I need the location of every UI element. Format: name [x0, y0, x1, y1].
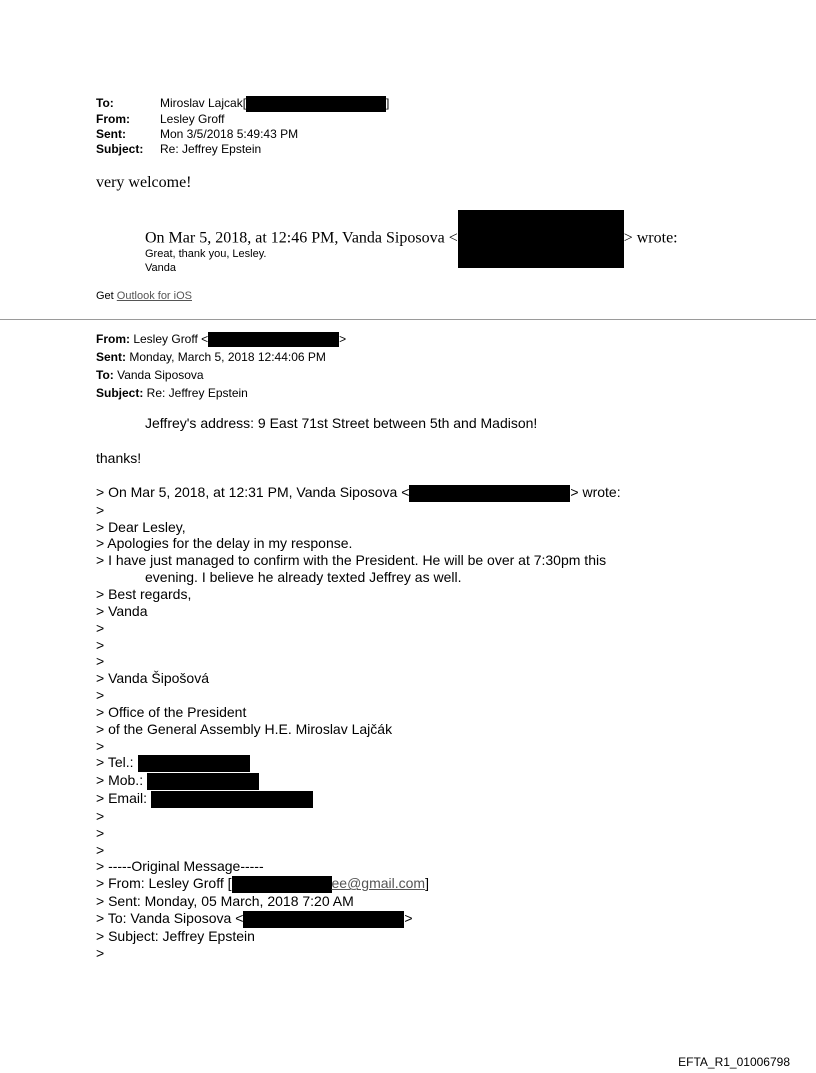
quoted-thread — [96, 484, 621, 961]
document-id: EFTA_R1_01006798 — [678, 1055, 790, 1069]
email-header — [96, 96, 389, 157]
quoted-line: > Subject: Jeffrey Epstein — [96, 927, 255, 944]
quoted-intro-end: > wrote: — [570, 484, 621, 500]
quoted-line: > -----Original Message----- — [96, 858, 264, 875]
from-value: Lesley Groff — [160, 112, 225, 126]
msg2-to-row — [96, 366, 346, 384]
to-value: Miroslav Lajcak[ — [160, 96, 247, 110]
redaction-box — [458, 210, 624, 268]
quoted-line: > — [96, 841, 105, 858]
quoted-intro-text: > On Mar 5, 2018, at 12:31 PM, Vanda Siposova < — [96, 484, 410, 500]
quoted-line: > Sent: Monday, 05 March, 2018 7:20 AM — [96, 893, 354, 910]
quoted-line — [96, 790, 621, 808]
quoted-line: > — [96, 944, 105, 961]
redaction-box — [208, 332, 339, 347]
msg2-from-row — [96, 330, 346, 348]
quoted-line — [96, 875, 621, 893]
quoted-line: > — [96, 619, 105, 636]
quoted-line: > — [96, 501, 105, 518]
quoted-line: > Dear Lesley, — [96, 518, 186, 535]
subject-label: Subject: — [96, 142, 144, 156]
quoted-line: > Best regards, — [96, 586, 192, 603]
quote-line-1: Great, thank you, Lesley. — [145, 248, 267, 260]
quoted-line — [96, 754, 621, 772]
msg2-subject-row — [96, 384, 346, 402]
orig-to-close: > — [404, 909, 413, 926]
orig-from-text: > From: Lesley Groff [ — [96, 875, 232, 892]
from-row — [96, 112, 389, 127]
quoted-line: > — [96, 824, 105, 841]
sent-value: Mon 3/5/2018 5:49:43 PM — [160, 127, 299, 141]
email-label: > Email: — [96, 790, 147, 807]
quoted-line: > I have just managed to confirm with the President. He will be over at 7:30pm this — [96, 552, 607, 569]
address-line: Jeffrey's address: 9 East 71st Street between 5th and Madison! — [145, 415, 538, 431]
thanks-line: thanks! — [96, 450, 142, 466]
get-text: Get — [96, 290, 117, 302]
quoted-line: > — [96, 737, 105, 754]
quoted-line: > Apologies for the delay in my response. — [96, 535, 353, 552]
quote-wrote: > wrote: — [623, 229, 678, 247]
sent-label: Sent: — [96, 127, 126, 141]
quoted-line: > — [96, 807, 105, 824]
reply-body: very welcome! — [96, 174, 192, 191]
quoted-line: evening. I believe he already texted Jeffrey as well. — [145, 569, 462, 586]
quoted-line — [96, 484, 621, 502]
redaction-box — [246, 96, 386, 112]
msg2-subject-value: Re: Jeffrey Epstein — [143, 386, 248, 400]
quote-line-2: Vanda — [145, 262, 176, 274]
msg2-to-value: Vanda Siposova — [113, 368, 204, 382]
redaction-box — [151, 791, 313, 808]
mob-label: > Mob.: — [96, 772, 144, 789]
quoted-line: > Vanda Šipošová — [96, 670, 209, 687]
divider — [0, 319, 816, 320]
tel-label: > Tel.: — [96, 754, 134, 771]
quoted-line — [96, 910, 621, 928]
to-row — [96, 96, 389, 112]
quoted-line: > of the General Assembly H.E. Miroslav Lajčák — [96, 720, 393, 737]
redaction-box — [138, 755, 250, 772]
msg2-subject-label: Subject: — [96, 386, 144, 400]
subject-row — [96, 142, 389, 157]
quoted-line: > — [96, 687, 105, 704]
quoted-line: > — [96, 636, 105, 653]
redaction-box — [147, 773, 259, 790]
redaction-box — [409, 485, 570, 502]
subject-value: Re: Jeffrey Epstein — [160, 142, 262, 156]
msg2-sent-label: Sent: — [96, 350, 126, 364]
quoted-line: > Office of the President — [96, 703, 247, 720]
to-close: ] — [386, 96, 390, 110]
quoted-line — [96, 772, 621, 790]
redaction-box — [243, 911, 404, 928]
sent-row — [96, 127, 389, 142]
outlook-ios-link[interactable]: Outlook for iOS — [116, 290, 192, 302]
orig-from-email-link[interactable]: ee@gmail.com — [331, 875, 426, 892]
get-outlook — [96, 289, 192, 303]
redaction-box — [232, 876, 332, 893]
msg2-sent-value: Monday, March 5, 2018 12:44:06 PM — [126, 350, 326, 364]
quoted-line: > — [96, 653, 105, 670]
message2-header — [96, 330, 346, 402]
msg2-from-close: > — [339, 332, 347, 346]
from-label: From: — [96, 112, 130, 126]
msg2-to-label: To: — [96, 368, 114, 382]
quote-intro-text: On Mar 5, 2018, at 12:46 PM, Vanda Siposova < — [145, 229, 458, 247]
msg2-sent-row — [96, 348, 346, 366]
to-label: To: — [96, 96, 114, 110]
msg2-from-value: Lesley Groff < — [130, 332, 209, 346]
msg2-from-label: From: — [96, 332, 130, 346]
orig-to-text: > To: Vanda Siposova < — [96, 909, 244, 926]
orig-from-close: ] — [425, 875, 429, 892]
quoted-line: > Vanda — [96, 602, 148, 619]
